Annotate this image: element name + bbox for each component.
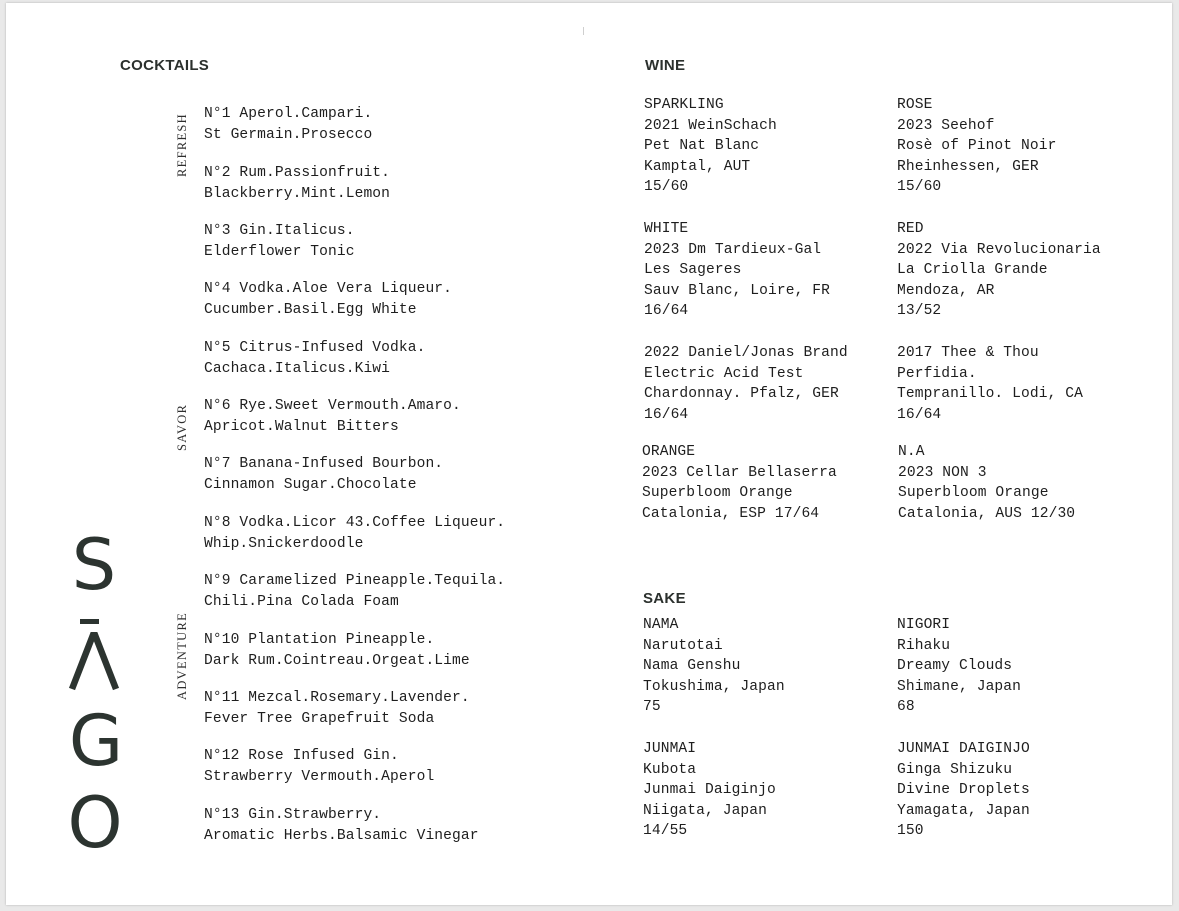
cocktail-item-13: N°13 Gin.Strawberry. Aromatic Herbs.Balsamic Vinegar bbox=[204, 807, 479, 844]
cocktail-item-2: N°2 Rum.Passionfruit. Blackberry.Mint.Lemon bbox=[204, 165, 391, 202]
wine-orange: ORANGE 2023 Cellar Bellaserra Superbloom Orange Catalonia, ESP 17/64 bbox=[642, 444, 837, 522]
cocktail-item-1: N°1 Aperol.Campari. St Germain.Prosecco bbox=[204, 106, 373, 143]
cocktails-heading: COCKTAILS bbox=[120, 57, 210, 74]
logo-letter-a bbox=[64, 632, 124, 697]
wine-white: WHITE 2023 Dm Tardieux-Gal Les Sageres Sauv Blanc, Loire, FR 16/64 bbox=[644, 221, 831, 319]
cocktail-item-11: N°11 Mezcal.Rosemary.Lavender. Fever Tree Grapefruit Soda bbox=[204, 690, 470, 727]
cocktail-item-5: N°5 Citrus-Infused Vodka. Cachaca.Italicus.Kiwi bbox=[204, 340, 426, 377]
wine-white-2: 2022 Daniel/Jonas Brand Electric Acid Test Chardonnay. Pfalz, GER 16/64 bbox=[644, 345, 848, 423]
cocktail-item-3: N°3 Gin.Italicus. Elderflower Tonic bbox=[204, 223, 355, 260]
logo-letter-o: O bbox=[67, 782, 123, 864]
wine-heading: WINE bbox=[645, 57, 686, 74]
sake-heading: SAKE bbox=[643, 590, 686, 607]
sake-junmai: JUNMAI Kubota Junmai Daiginjo Niigata, Japan 14/55 bbox=[643, 741, 776, 839]
cocktail-item-7: N°7 Banana-Infused Bourbon. Cinnamon Sugar.Chocolate bbox=[204, 456, 444, 493]
wine-sparkling: SPARKLING 2021 WeinSchach Pet Nat Blanc Kamptal, AUT 15/60 bbox=[644, 97, 777, 195]
cocktail-item-10: N°10 Plantation Pineapple. Dark Rum.Cointreau.Orgeat.Lime bbox=[204, 632, 470, 669]
cocktail-item-4: N°4 Vodka.Aloe Vera Liqueur. Cucumber.Basil.Egg White bbox=[204, 281, 453, 318]
logo-macron bbox=[80, 619, 99, 624]
wine-red: RED 2022 Via Revolucionaria La Criolla Grande Mendoza, AR 13/52 bbox=[897, 221, 1101, 319]
sake-junmai-daiginjo: JUNMAI DAIGINJO Ginga Shizuku Divine Droplets Yamagata, Japan 150 bbox=[897, 741, 1030, 839]
logo-letter-g: G bbox=[68, 700, 124, 782]
logo-letter-s: S bbox=[71, 524, 117, 606]
cocktail-item-12: N°12 Rose Infused Gin. Strawberry Vermouth.Aperol bbox=[204, 748, 435, 785]
wine-rose: ROSE 2023 Seehof Rosè of Pinot Noir Rheinhessen, GER 15/60 bbox=[897, 97, 1057, 195]
wine-red-2: 2017 Thee & Thou Perfidia. Tempranillo. Lodi, CA 16/64 bbox=[897, 345, 1084, 423]
sake-nigori: NIGORI Rihaku Dreamy Clouds Shimane, Japan 68 bbox=[897, 617, 1022, 715]
cocktail-item-8: N°8 Vodka.Licor 43.Coffee Liqueur. Whip.Snickerdoodle bbox=[204, 515, 506, 552]
sake-nama: NAMA Narutotai Nama Genshu Tokushima, Japan 75 bbox=[643, 617, 785, 715]
wine-non-alcoholic: N.A 2023 NON 3 Superbloom Orange Catalonia, AUS 12/30 bbox=[898, 444, 1076, 522]
cocktail-item-9: N°9 Caramelized Pineapple.Tequila. Chili.Pina Colada Foam bbox=[204, 573, 506, 610]
cocktail-item-6: N°6 Rye.Sweet Vermouth.Amaro. Apricot.Walnut Bitters bbox=[204, 398, 461, 435]
fold-mark bbox=[583, 27, 584, 35]
